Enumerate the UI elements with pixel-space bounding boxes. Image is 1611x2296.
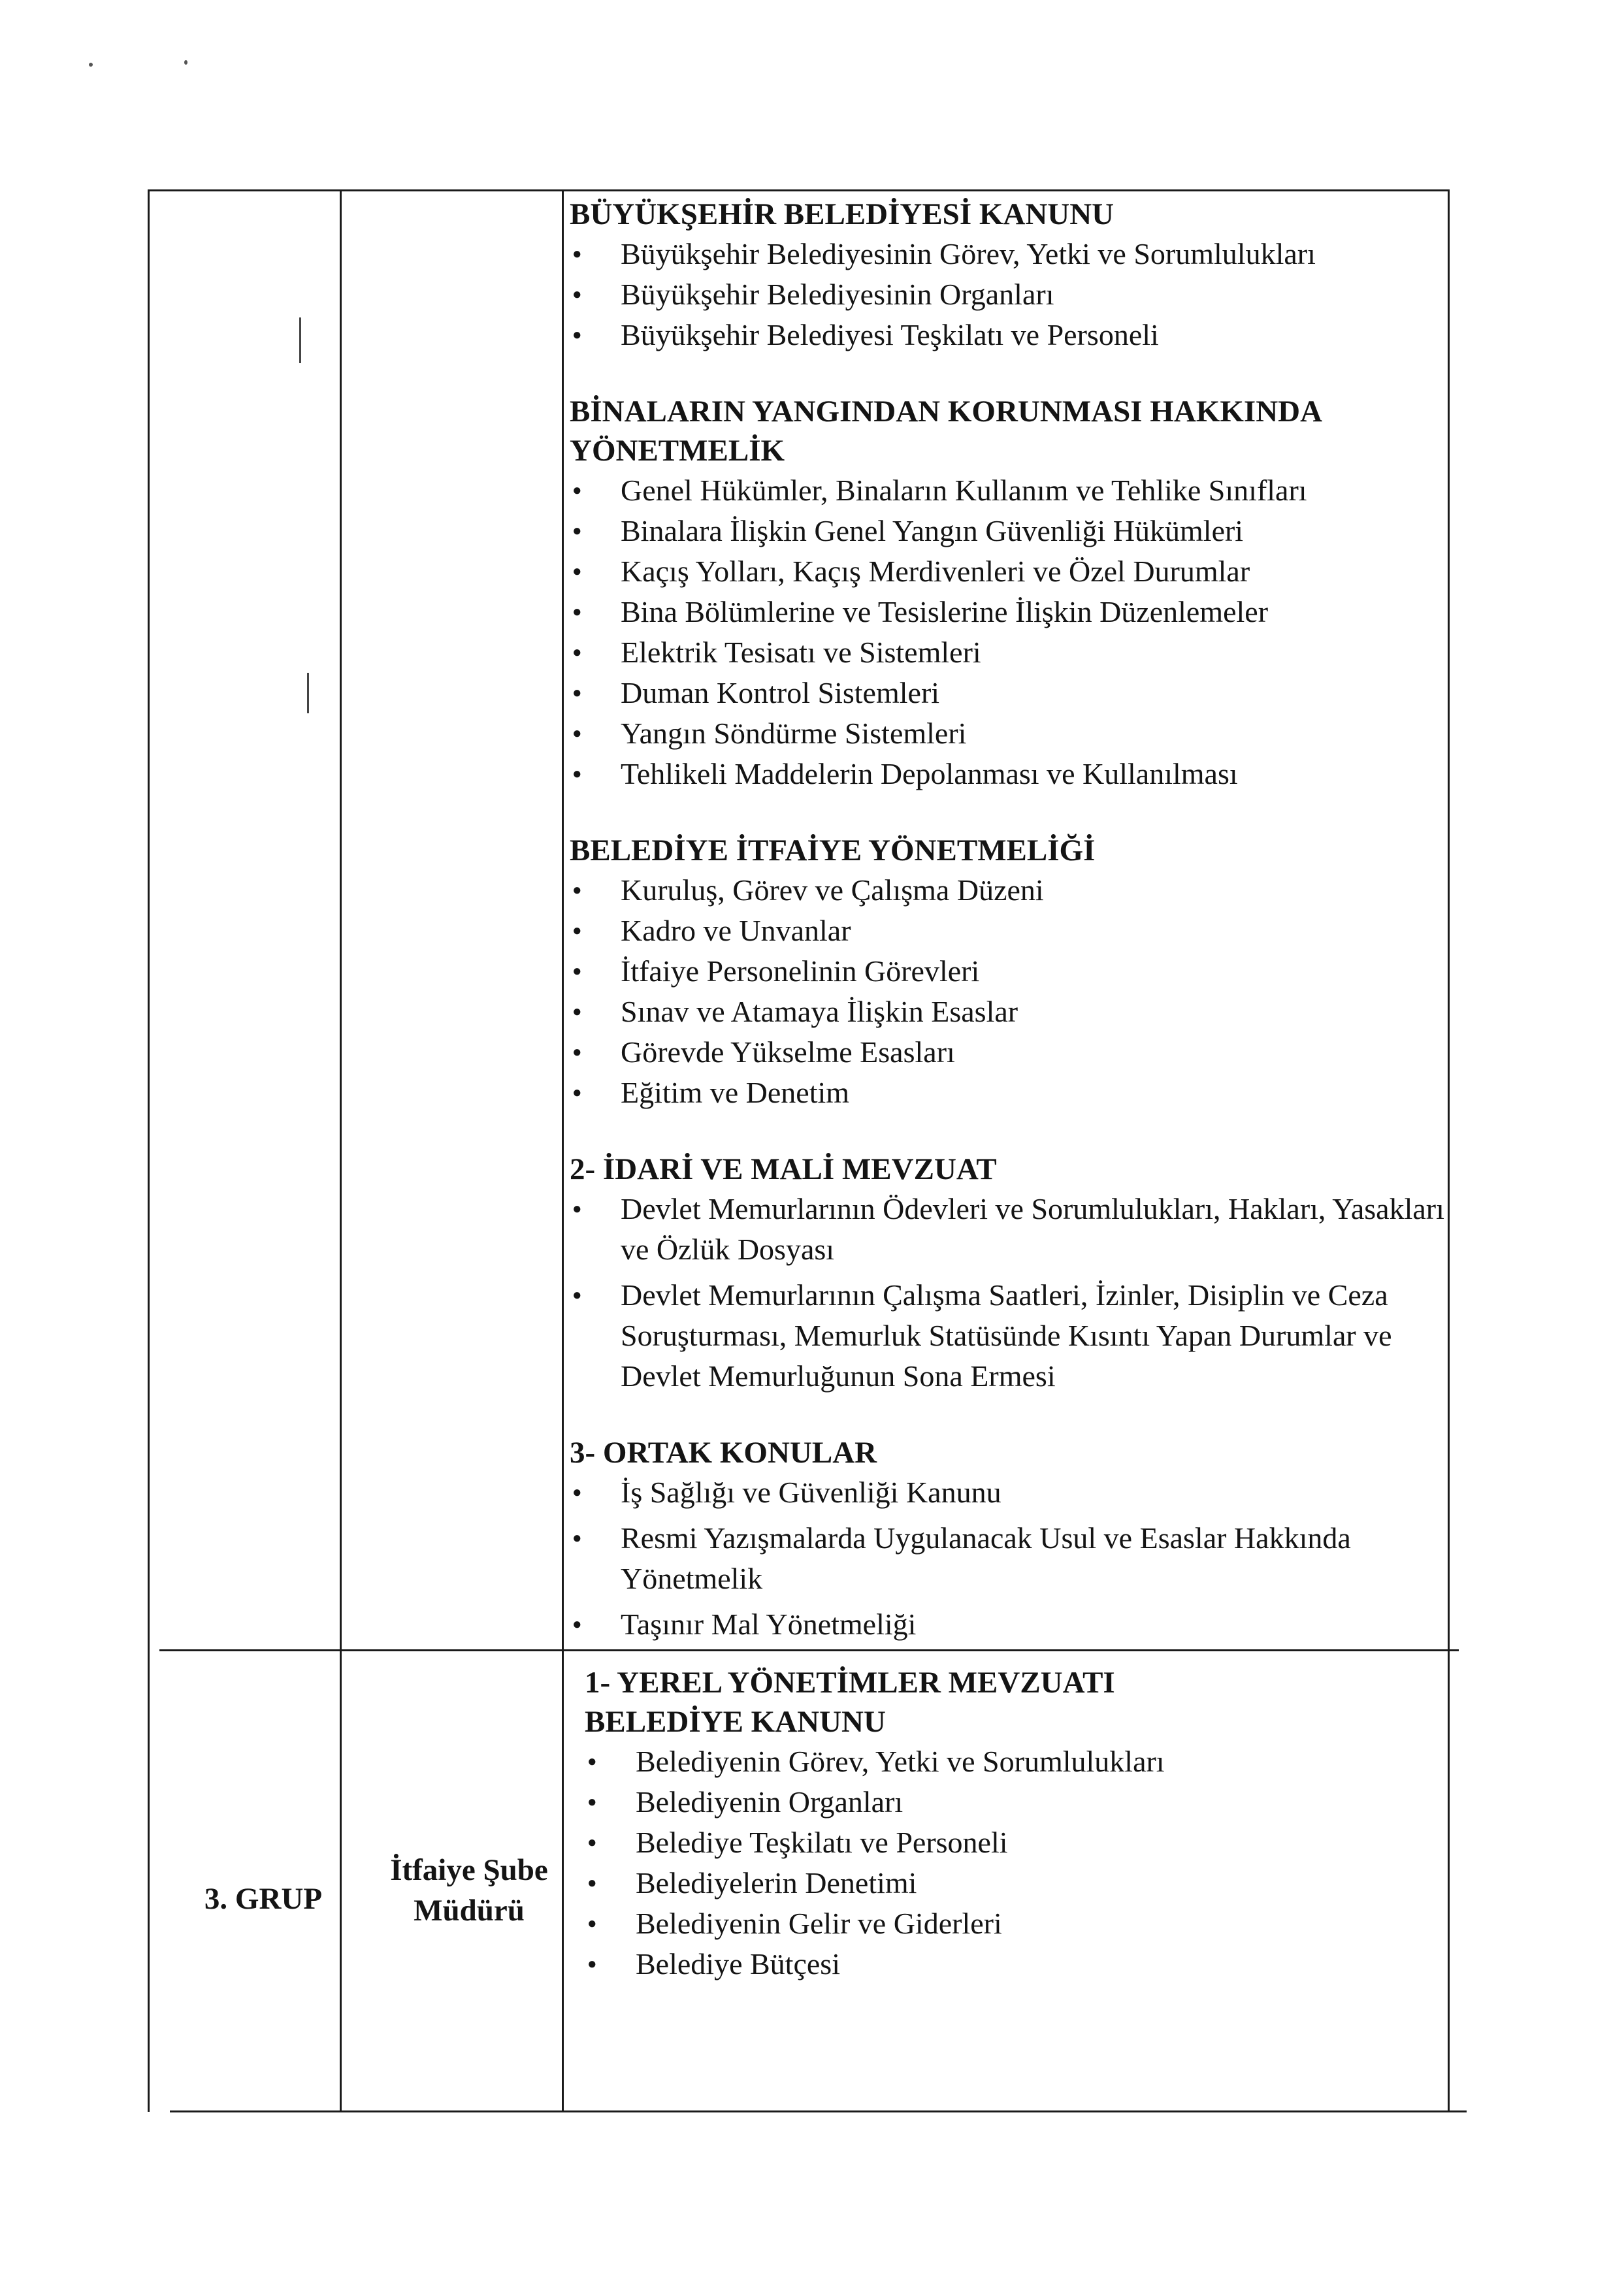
scan-mark xyxy=(299,317,301,363)
list-item: ● Bina Bölümlerine ve Tesislerine İlişkin Düzenlemeler xyxy=(570,592,1458,632)
position-title xyxy=(363,1850,575,1931)
section-itfaiye-yonetmelik xyxy=(570,831,1458,1113)
group-label: 3. GRUP xyxy=(204,1882,323,1916)
section-heading: BELEDİYE İTFAİYE YÖNETMELİĞİ xyxy=(570,833,1096,867)
section-idari-mali xyxy=(570,1150,1458,1397)
section-heading: 1- YEREL YÖNETİMLER MEVZUATI xyxy=(585,1666,1115,1700)
list-item: ● İş Sağlığı ve Güvenliği Kanunu xyxy=(570,1472,1458,1513)
scan-mark xyxy=(307,673,309,713)
row1-content xyxy=(570,195,1458,1650)
section-ortak-konular xyxy=(570,1433,1458,1645)
table-bottom-border xyxy=(170,2110,1467,2112)
scan-speck xyxy=(184,60,187,65)
list-item: ● Eğitim ve Denetim xyxy=(570,1073,1458,1113)
list-item: ● Büyükşehir Belediyesinin Görev, Yetki ve Sorumlulukları xyxy=(570,234,1458,274)
section-buyuksehir xyxy=(570,195,1458,355)
list-item: ● Kaçış Yolları, Kaçış Merdivenleri ve Özel Durumlar xyxy=(570,551,1458,592)
list-item: ● Resmi Yazışmalarda Uygulanacak Usul ve Esaslar Hakkında Yönetmelik xyxy=(570,1518,1458,1599)
list-item: ● Devlet Memurlarının Çalışma Saatleri, İzinler, Disiplin ve Ceza Soruşturması, Memurluk Statüsünde Kısıntı Yapan Durumlar ve Devlet Memurluğunun Sona Ermesi xyxy=(570,1275,1458,1397)
position-title-line: Müdürü xyxy=(414,1894,525,1928)
list-item: ● İtfaiye Personelinin Görevleri xyxy=(570,951,1458,992)
section-yangin-yonetmelik xyxy=(570,392,1458,794)
list-item: ● Elektrik Tesisatı ve Sistemleri xyxy=(570,632,1458,673)
column-divider-1 xyxy=(340,189,342,2112)
list-item: ● Belediye Teşkilatı ve Personeli xyxy=(585,1822,1473,1863)
table-left-border xyxy=(148,189,150,2112)
section-heading: 2- İDARİ VE MALİ MEVZUAT xyxy=(570,1152,997,1186)
list-item: ● Binalara İlişkin Genel Yangın Güvenliği Hükümleri xyxy=(570,511,1458,551)
row2-content xyxy=(585,1663,1473,1984)
section-heading: BELEDİYE KANUNU xyxy=(585,1705,886,1739)
list-item: ● Taşınır Mal Yönetmeliği xyxy=(570,1604,1458,1645)
list-item: ● Belediye Bütçesi xyxy=(585,1944,1473,1984)
list-item: ● Yangın Söndürme Sistemleri xyxy=(570,713,1458,754)
list-item: ● Sınav ve Atamaya İlişkin Esaslar xyxy=(570,992,1458,1032)
section-heading: BÜYÜKŞEHİR BELEDİYESİ KANUNU xyxy=(570,197,1115,231)
column-divider-2 xyxy=(562,189,564,2112)
list-item: ● Belediyenin Görev, Yetki ve Sorumlulukları xyxy=(585,1741,1473,1782)
table-top-border xyxy=(148,189,1450,191)
section-heading: BİNALARIN YANGINDAN KORUNMASI HAKKINDA YÖNETMELİK xyxy=(570,395,1321,468)
list-item: ● Kuruluş, Görev ve Çalışma Düzeni xyxy=(570,870,1458,911)
position-title-line: İtfaiye Şube xyxy=(390,1853,548,1887)
list-item: ● Kadro ve Unvanlar xyxy=(570,911,1458,951)
list-item: ● Belediyenin Gelir ve Giderleri xyxy=(585,1903,1473,1944)
list-item: ● Tehlikeli Maddelerin Depolanması ve Kullanılması xyxy=(570,754,1458,794)
section-heading: 3- ORTAK KONULAR xyxy=(570,1436,877,1470)
list-item: ● Genel Hükümler, Binaların Kullanım ve Tehlike Sınıfları xyxy=(570,470,1458,511)
scan-speck xyxy=(89,63,93,67)
list-item: ● Devlet Memurlarının Ödevleri ve Sorumlulukları, Hakları, Yasakları ve Özlük Dosyası xyxy=(570,1189,1458,1270)
list-item: ● Görevde Yükselme Esasları xyxy=(570,1032,1458,1073)
list-item: ● Belediyenin Organları xyxy=(585,1782,1473,1822)
list-item: ● Büyükşehir Belediyesinin Organları xyxy=(570,274,1458,315)
list-item: ● Belediyelerin Denetimi xyxy=(585,1863,1473,1903)
list-item: ● Duman Kontrol Sistemleri xyxy=(570,673,1458,713)
list-item: ● Büyükşehir Belediyesi Teşkilatı ve Personeli xyxy=(570,315,1458,355)
